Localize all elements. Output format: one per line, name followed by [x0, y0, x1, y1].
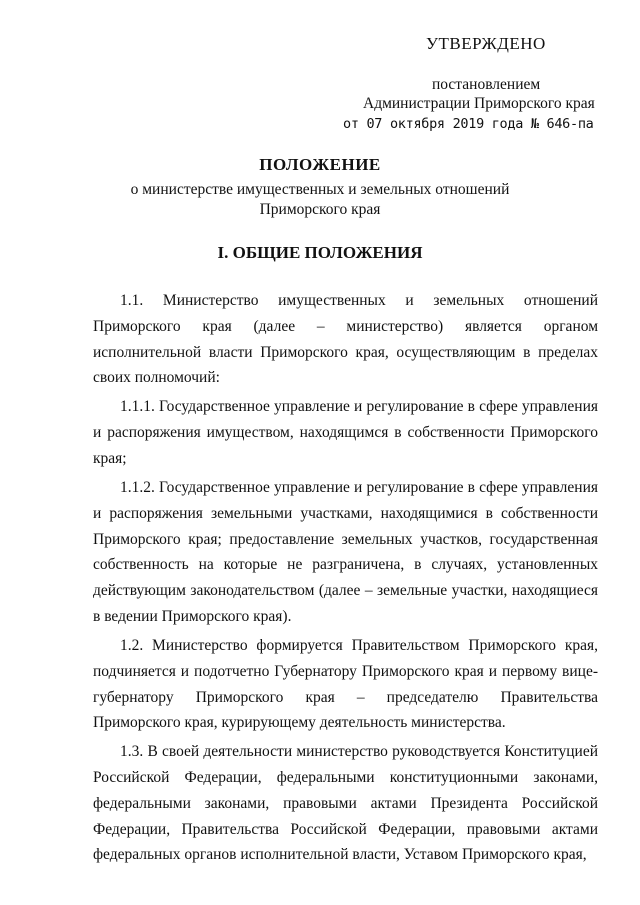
document-title: ПОЛОЖЕНИЕ: [259, 155, 381, 174]
paragraph-1-1: 1.1. Министерство имущественных и земельных отношений Приморского края (далее – министерство) является органом исполнительной власти Приморского края, осуществляющим в пределах своих полномочий:: [93, 292, 598, 387]
document-subtitle-line-2: Приморского края: [259, 201, 381, 218]
approval-stamp-heading: УТВЕРЖДЕНО: [426, 34, 546, 53]
paragraph-1-3: 1.3. В своей деятельности министерство руководствуется Конституцией Российской Федерации, федеральными конституционными законами, федеральными законами, правовыми актами Президента Российской Федерации, Правительства Российской Федерации, правовыми актами федеральных органов исполнительной власти, Уставом Приморского края,: [93, 743, 598, 864]
paragraph-1-1-1: 1.1.1. Государственное управление и регулирование в сфере управления и распоряжения имуществом, находящимся в собственности Приморского края;: [93, 398, 598, 467]
paragraph-1-1-2: 1.1.2. Государственное управление и регулирование в сфере управления и распоряжения земельными участками, находящимися в собственности Приморского края; предоставление земельных участков, государственная собственность на которые не разграничена, в случаях, установленных действующим законодательством (далее – земельные участки, находящиеся в ведении Приморского края).: [93, 478, 598, 625]
decree-reference-line-2: Администрации Приморского края: [363, 95, 595, 112]
section-body: [93, 288, 598, 871]
decree-reference-line-1: постановлением: [432, 76, 541, 93]
decree-date-number: от 07 октября 2019 года № 646-па: [343, 116, 594, 132]
document-subtitle-line-1: о министерстве имущественных и земельных отношений: [130, 181, 510, 198]
section-heading: I. ОБЩИЕ ПОЛОЖЕНИЯ: [217, 243, 423, 262]
paragraph-1-2: 1.2. Министерство формируется Правительством Приморского края, подчиняется и подотчетно Губернатору Приморского края и первому вице-губернатору Приморского края – председателю Правительства Приморского края, курирующему деятельность министерства.: [93, 636, 598, 732]
